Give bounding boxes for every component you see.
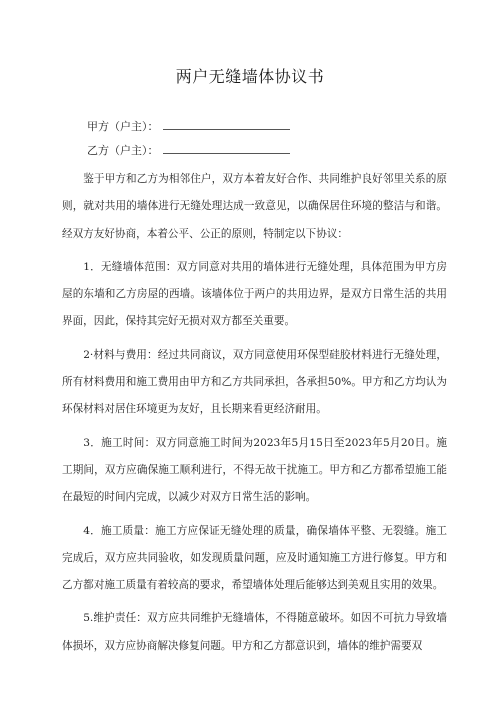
party-a-blank-line <box>163 120 290 130</box>
intro-paragraph: 鉴于甲方和乙方为相邻住户，双方本着友好合作、共同维护良好邻里关系的原则，就对共用的墙体进行无缝处理达成一致意见，以确保居住环境的整洁与和谐。经双方友好协商，本着公平、公正的原则，特制定以下协议： <box>62 173 447 240</box>
document-body <box>62 166 447 660</box>
party-a-label: 甲方（户主）： <box>87 120 159 133</box>
section-4-paragraph: 4．施工质量：施工方应保证无缝处理的质量，确保墙体平整、无裂缝。施工完成后，双方应共同验收，如发现质量问题，应及时通知施工方进行修复。甲方和乙方都对施工质量有着较高的要求，希望墙体处理后能够达到美观且实用的效果。 <box>62 524 447 592</box>
party-b-field <box>87 144 290 158</box>
section-5-paragraph: 5.维护责任：双方应共同维护无缝墙体，不得随意破坏。如因不可抗力导致墙体损坏，双方应协商解决修复问题。甲方和乙方都意识到，墙体的维护需要双 <box>62 612 447 652</box>
party-b-label: 乙方（户主）： <box>87 144 159 157</box>
section-2-paragraph: 2·材料与费用：经过共同商议，双方同意使用环保型硅胶材料进行无缝处理，所有材料费用和施工费用由甲方和乙方共同承担，各承担50%。甲方和乙方均认为环保材料对居住环境更为友好，且长期来看更经济耐用。 <box>62 348 447 416</box>
document-title: 两户无缝墙体协议书 <box>175 67 325 86</box>
party-a-field <box>87 120 290 134</box>
party-b-blank-line <box>163 144 290 154</box>
section-3-paragraph: 3．施工时间：双方同意施工时间为2023年5月15日至2023年5月20日。施工期间，双方应确保施工顺利进行，不得无故干扰施工。甲方和乙方都希望施工能在最短的时间内完成，以减少对双方日常生活的影响。 <box>62 436 447 504</box>
section-1-paragraph: 1．无缝墙体范围：双方同意对共用的墙体进行无缝处理，具体范围为甲方房屋的东墙和乙方房屋的西墙。该墙体位于两户的共用边界，是双方日常生活的共用界面，因此，保持其完好无损对双方都至关重要。 <box>62 260 447 328</box>
